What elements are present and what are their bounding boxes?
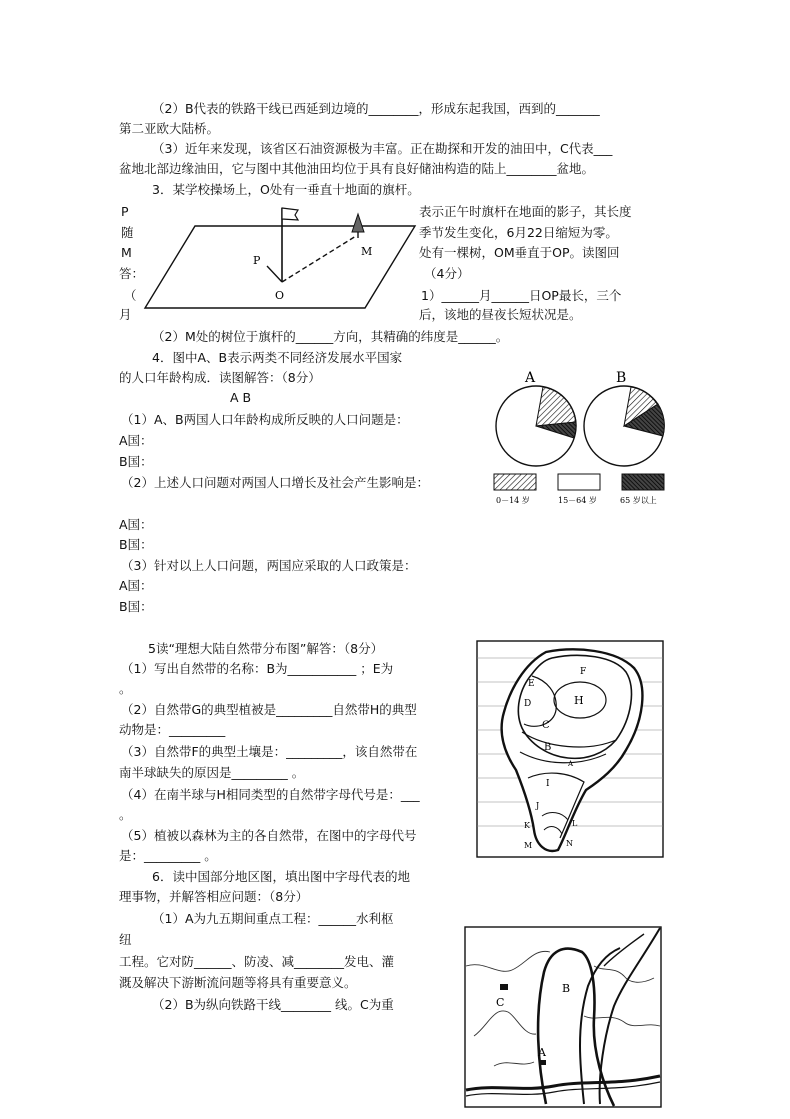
text-line-q5-1b: 。: [119, 681, 132, 696]
text-line-q3-g: （2）M处的树位于旗杆的______方向，其精确的纬度是______。: [152, 329, 509, 344]
text-line-q4-a: 的人口年龄构成．读图解答：（8分）: [119, 370, 321, 385]
zone-label-a: A: [568, 760, 574, 768]
natural-zone-figure: [476, 640, 664, 858]
text-line-q3-b: 季节发生变化，6月22日缩短为零。: [419, 225, 618, 240]
legend-swatch-0-14: [494, 474, 536, 490]
question-6-title: 6．读中国部分地区图，填出图中字母代表的地: [152, 869, 410, 884]
text-line-q4-1a: A国：: [119, 433, 153, 448]
text-line-q4-3a: A国：: [119, 578, 153, 593]
map-label-b: B: [562, 982, 571, 995]
text-line-q4-ab: A B: [230, 390, 252, 405]
map-label-a: A: [538, 1046, 546, 1059]
text-line-3: （3）近年来发现，该省区石油资源极为丰富。正在勘探和开发的油田中，C代表___: [152, 141, 613, 156]
text-line-q3-e: 1）______月______日OP最长，三个: [421, 288, 622, 303]
text-line-q3-c: 处有一棵树，OM垂直于OP。读图回: [419, 245, 620, 260]
pie-a-label: A: [525, 370, 536, 386]
population-pie-figure: [488, 360, 678, 510]
legend-swatch-15-64: [558, 474, 600, 490]
text-line-q3-a: 表示正午时旗杆在地面的影子，其长度: [419, 204, 632, 219]
text-line-q6-a: 理事物，并解答相应问题：（8分）: [119, 889, 309, 904]
text-line-q5-1: （1）写出自然带的名称：B为___________ ；E为: [121, 661, 394, 676]
text-line-q4-3b: B国：: [119, 599, 153, 614]
text-fragment-da: 答：: [119, 266, 145, 281]
pie-b: [584, 386, 664, 466]
zone-label-h: H: [574, 694, 584, 707]
line-om: [282, 236, 356, 282]
text-line-q5-3b: 南半球缺失的原因是_________ 。: [119, 765, 305, 780]
tree-icon: [352, 214, 364, 238]
zone-label-j: J: [536, 801, 540, 810]
flagpole-figure: [140, 200, 420, 315]
text-line-q6-1: （1）A为九五期间重点工程：______水利枢: [152, 911, 394, 926]
zone-label-f: F: [580, 667, 587, 677]
zone-label-i: I: [546, 779, 550, 789]
text-line-q3-f: 后，该地的昼夜长短状况是。: [419, 307, 582, 322]
text-line-q5-4b: 。: [119, 807, 132, 822]
text-line-q3-d: （4分）: [424, 266, 470, 281]
text-line-q5-4: （4）在南半球与H相同类型的自然带字母代号是：___: [121, 787, 420, 802]
dam-a-marker: [540, 1060, 546, 1065]
oilfield-c-marker: [500, 984, 508, 990]
text-line-1: （2）B代表的铁路干线已西延到边境的________，形成东起我国，西到的_______: [152, 101, 600, 116]
pie-b-label: B: [616, 370, 627, 386]
text-line-q6-1b: 纽: [119, 932, 132, 947]
text-line-q4-2b: B国：: [119, 537, 153, 552]
question-4-title: 4．图中A、B表示两类不同经济发展水平国家: [152, 350, 403, 365]
zone-label-k: K: [524, 821, 530, 830]
text-fragment-p: P: [121, 204, 129, 219]
zone-label-l: L: [572, 819, 578, 828]
text-line-q5-2b: 动物是：_________: [119, 722, 226, 737]
text-line-2: 第二亚欧大陆桥。: [119, 121, 220, 136]
text-fragment-m: M: [121, 245, 132, 260]
shadow-op: [267, 266, 282, 282]
zone-label-e: E: [528, 679, 535, 689]
map-label-c: C: [496, 996, 505, 1009]
text-line-4: 盆地北部边缘油田，它与图中其他油田均位于具有良好储油构造的陆上________盆地。: [119, 161, 595, 176]
text-line-q6-1d: 溉及解决下游断流问题等将具有重要意义。: [119, 975, 357, 990]
pie-a: [496, 386, 576, 466]
text-line-q6-1c: 工程。它对防______、防凌、减________发电、灌: [119, 954, 395, 969]
text-line-q4-2: （2）上述人口问题对两国人口增长及社会产生影响是：: [121, 475, 429, 490]
text-line-q5-2: （2）自然带G的典型植被是_________自然带H的典型: [121, 702, 417, 717]
legend-label-0-14: 0－14 岁: [496, 496, 530, 505]
legend-label-65plus: 65 岁以上: [620, 496, 657, 505]
zone-label-m: M: [524, 841, 533, 850]
text-fragment-paren: （: [124, 288, 137, 303]
zone-label-b: B: [544, 742, 552, 753]
zone-label-d: D: [524, 699, 532, 709]
text-line-q4-1: （1）A、B两国人口年龄构成所反映的人口问题是：: [121, 412, 409, 427]
label-o: O: [275, 289, 285, 302]
text-line-q5-5: （5）植被以森林为主的各自然带，在图中的字母代号: [121, 828, 417, 843]
text-line-q4-3: （3）针对以上人口问题，两国应采取的人口政策是：: [121, 558, 417, 573]
text-fragment-yue: 月: [119, 307, 132, 322]
text-line-q4-2a: A国：: [119, 517, 153, 532]
legend-swatch-65plus: [622, 474, 664, 490]
question-3-title: 3．某学校操场上，O处有一垂直十地面的旗杆。: [152, 182, 420, 197]
question-5-title: 5读“理想大陆自然带分布图”解答：（8分）: [148, 641, 384, 656]
flag: [282, 208, 298, 220]
label-p: P: [253, 254, 261, 267]
text-line-q6-2: （2）B为纵向铁路干线________ 线。C为重: [152, 997, 394, 1012]
label-m: M: [361, 245, 373, 258]
legend-label-15-64: 15－64 岁: [558, 496, 597, 505]
text-line-q4-1b: B国：: [119, 454, 153, 469]
china-map-figure: [464, 926, 662, 1108]
zone-label-n: N: [566, 839, 573, 848]
pie-a-slice-0-14: [536, 387, 576, 426]
text-line-q5-3: （3）自然带F的典型土壤是：_________，该自然带在: [121, 744, 418, 759]
zone-label-c: C: [542, 720, 550, 731]
text-line-q5-5b: 是：_________ 。: [119, 848, 217, 863]
text-fragment-sui: 随: [121, 225, 134, 240]
